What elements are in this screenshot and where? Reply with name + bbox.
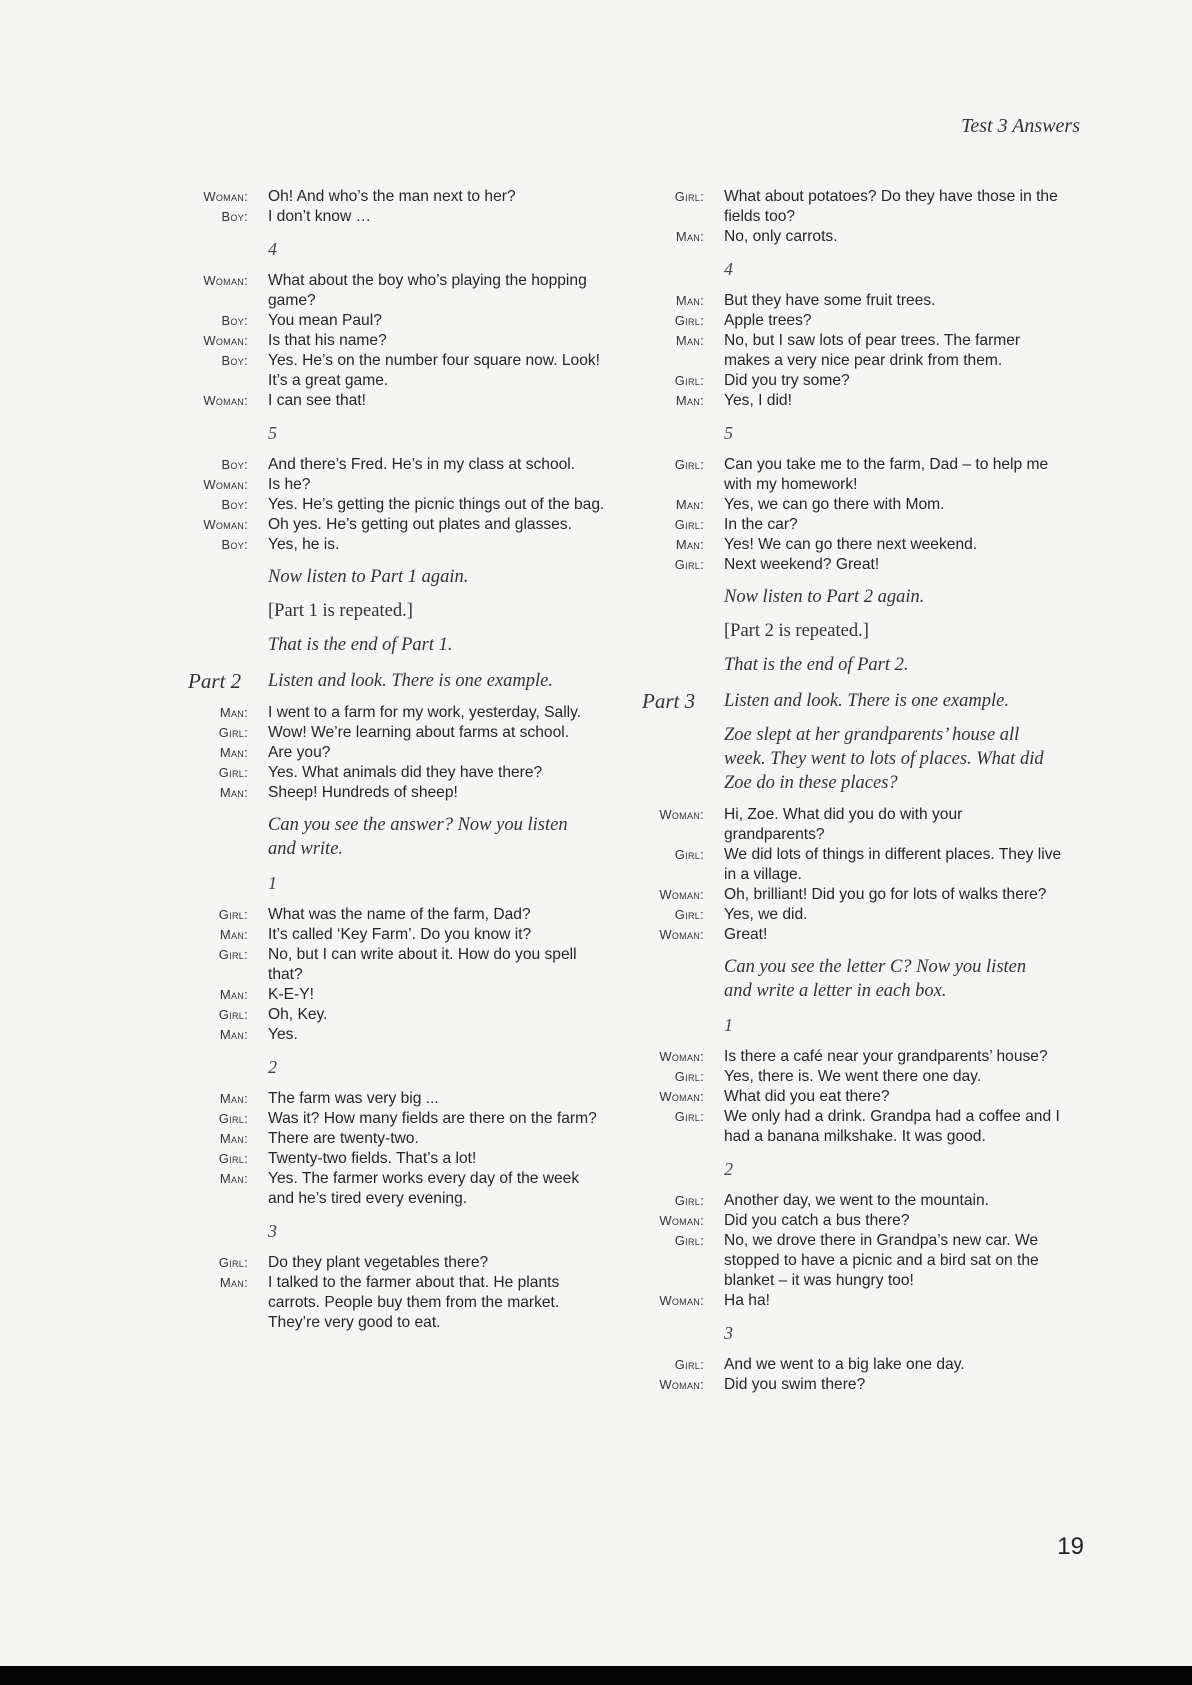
dialogue-text: Can you take me to the farm, Dad – to help me with my homework! xyxy=(724,456,1049,493)
dialogue-turn xyxy=(644,311,1074,331)
speaker-label: Man: xyxy=(675,497,704,512)
dialogue-turn xyxy=(644,1291,1074,1311)
speaker-label: Boy: xyxy=(221,497,248,512)
speaker-label: Woman: xyxy=(659,1049,704,1064)
speaker-label: Woman: xyxy=(203,273,248,288)
instruction-text: That is the end of Part 1. xyxy=(268,635,453,655)
dialogue-turn xyxy=(644,1355,1074,1375)
dialogue-text: Did you catch a bus there? xyxy=(724,1212,910,1229)
dialogue-text: Great! xyxy=(724,926,768,943)
dialogue-text: And we went to a big lake one day. xyxy=(724,1356,965,1373)
speaker-label: Girl: xyxy=(674,517,704,532)
question-number: 4 xyxy=(268,239,277,259)
dialogue-turn xyxy=(188,1025,618,1045)
question-number: 1 xyxy=(268,873,277,893)
speaker-label: Man: xyxy=(219,745,248,760)
dialogue-text: Yes, he is. xyxy=(268,536,340,553)
dialogue-turn xyxy=(188,945,618,985)
dialogue-text: Is there a café near your grandparents’ house? xyxy=(724,1048,1048,1065)
dialogue-turn xyxy=(188,1169,618,1209)
dialogue-turn xyxy=(188,985,618,1005)
dialogue-turn xyxy=(188,1149,618,1169)
question-number: 2 xyxy=(724,1159,733,1179)
dialogue-text: But they have some fruit trees. xyxy=(724,292,936,309)
speaker-label: Boy: xyxy=(221,457,248,472)
left-column xyxy=(188,187,618,1333)
dialogue-turn xyxy=(188,1273,618,1333)
part-label: Part 3 xyxy=(642,689,696,713)
speaker-label: Woman: xyxy=(203,189,248,204)
dialogue-turn xyxy=(644,455,1074,495)
dialogue-turn xyxy=(644,885,1074,905)
speaker-label: Man: xyxy=(675,293,704,308)
dialogue-text: I talked to the farmer about that. He plants carrots. People buy them from the market. They’re very good to eat. xyxy=(268,1274,560,1331)
speaker-label: Woman: xyxy=(203,333,248,348)
speaker-label: Girl: xyxy=(674,557,704,572)
dialogue-text: Are you? xyxy=(268,744,331,761)
speaker-label: Man: xyxy=(219,1171,248,1186)
dialogue-turn xyxy=(188,1089,618,1109)
speaker-label: Boy: xyxy=(221,313,248,328)
dialogue-turn xyxy=(188,271,618,311)
right-column xyxy=(644,187,1074,1395)
dialogue-text: Another day, we went to the mountain. xyxy=(724,1192,989,1209)
dialogue-text: What did you eat there? xyxy=(724,1088,890,1105)
dialogue-text: Yes. What animals did they have there? xyxy=(268,764,543,781)
speaker-label: Girl: xyxy=(674,457,704,472)
speaker-label: Man: xyxy=(675,229,704,244)
dialogue-turn xyxy=(644,925,1074,945)
page-number: 19 xyxy=(1057,1533,1084,1560)
dialogue-turn xyxy=(188,515,618,535)
dialogue-text: I don’t know … xyxy=(268,208,372,225)
speaker-label: Girl: xyxy=(218,725,248,740)
dialogue-text: Apple trees? xyxy=(724,312,812,329)
dialogue-text: In the car? xyxy=(724,516,798,533)
dialogue-turn xyxy=(188,723,618,743)
dialogue-text: No, we drove there in Grandpa’s new car. We stopped to have a picnic and a bird sat on the blanket – it was hungry too! xyxy=(724,1232,1039,1289)
dialogue-turn xyxy=(188,1109,618,1129)
dialogue-turn xyxy=(644,227,1074,247)
dialogue-turn xyxy=(644,391,1074,411)
speaker-label: Girl: xyxy=(674,189,704,204)
dialogue-turn xyxy=(644,495,1074,515)
speaker-label: Woman: xyxy=(659,927,704,942)
instruction-text: Now listen to Part 2 again. xyxy=(724,587,925,607)
dialogue-turn xyxy=(188,743,618,763)
speaker-label: Girl: xyxy=(674,1069,704,1084)
part-instruction: Listen and look. There is one example. xyxy=(268,671,553,691)
speaker-label: Girl: xyxy=(218,1111,248,1126)
dialogue-text: Twenty-two fields. That’s a lot! xyxy=(268,1150,477,1167)
speaker-label: Girl: xyxy=(674,1233,704,1248)
dialogue-text: Yes. xyxy=(268,1026,298,1043)
running-head: Test 3 Answers xyxy=(961,115,1080,137)
speaker-label: Girl: xyxy=(674,847,704,862)
dialogue-turn xyxy=(644,371,1074,391)
dialogue-turn xyxy=(644,555,1074,575)
dialogue-text: No, but I can write about it. How do you spell that? xyxy=(268,946,577,983)
dialogue-text: Yes, we can go there with Mom. xyxy=(724,496,945,513)
speaker-label: Man: xyxy=(219,785,248,800)
dialogue-turn xyxy=(644,845,1074,885)
dialogue-text: Wow! We’re learning about farms at school. xyxy=(268,724,570,741)
dialogue-text: Ha ha! xyxy=(724,1292,770,1309)
dialogue-text: We only had a drink. Grandpa had a coffee and I had a banana milkshake. It was good. xyxy=(724,1108,1060,1145)
dialogue-text: You mean Paul? xyxy=(268,312,382,329)
speaker-label: Woman: xyxy=(659,1213,704,1228)
question-number: 5 xyxy=(268,423,277,443)
dialogue-turn xyxy=(188,455,618,475)
dialogue-turn xyxy=(644,187,1074,227)
speaker-label: Girl: xyxy=(218,1255,248,1270)
speaker-label: Woman: xyxy=(203,517,248,532)
dialogue-turn xyxy=(644,515,1074,535)
speaker-label: Man: xyxy=(219,1275,248,1290)
dialogue-text: Do they plant vegetables there? xyxy=(268,1254,489,1271)
speaker-label: Man: xyxy=(219,1091,248,1106)
dialogue-text: No, but I saw lots of pear trees. The farmer makes a very nice pear drink from them. xyxy=(724,332,1021,369)
dialogue-turn xyxy=(644,805,1074,845)
dialogue-text: Sheep! Hundreds of sheep! xyxy=(268,784,458,801)
speaker-label: Man: xyxy=(675,333,704,348)
dialogue-text: K-E-Y! xyxy=(268,986,314,1003)
dialogue-turn xyxy=(644,1231,1074,1291)
dialogue-turn xyxy=(644,1375,1074,1395)
dialogue-turn xyxy=(644,1047,1074,1067)
speaker-label: Girl: xyxy=(674,1109,704,1124)
question-number: 2 xyxy=(268,1057,277,1077)
dialogue-turn xyxy=(188,391,618,411)
dialogue-turn xyxy=(644,1211,1074,1231)
instruction-text: Zoe slept at her grandparents’ house all week. They went to lots of places. What did Zoe do in these places? xyxy=(724,725,1044,793)
dialogue-turn xyxy=(644,331,1074,371)
speaker-label: Woman: xyxy=(659,887,704,902)
dialogue-turn xyxy=(644,291,1074,311)
speaker-label: Girl: xyxy=(674,907,704,922)
dialogue-turn xyxy=(188,495,618,515)
dialogue-text: Oh! And who’s the man next to her? xyxy=(268,188,516,205)
dialogue-turn xyxy=(188,1253,618,1273)
dialogue-text: No, only carrots. xyxy=(724,228,838,245)
speaker-label: Man: xyxy=(219,1131,248,1146)
question-number: 4 xyxy=(724,259,733,279)
dialogue-turn xyxy=(188,187,618,207)
dialogue-turn xyxy=(188,1005,618,1025)
speaker-label: Boy: xyxy=(221,353,248,368)
question-number: 3 xyxy=(724,1323,733,1343)
dialogue-turn xyxy=(188,703,618,723)
speaker-label: Girl: xyxy=(674,1193,704,1208)
question-number: 1 xyxy=(724,1015,733,1035)
speaker-label: Girl: xyxy=(218,1151,248,1166)
dialogue-text: Yes, there is. We went there one day. xyxy=(724,1068,982,1085)
dialogue-text: What about potatoes? Do they have those in the fields too? xyxy=(724,188,1058,225)
dialogue-turn xyxy=(188,351,618,391)
dialogue-turn xyxy=(644,1067,1074,1087)
dialogue-turn xyxy=(644,905,1074,925)
dialogue-turn xyxy=(188,207,618,227)
dialogue-text: Was it? How many fields are there on the farm? xyxy=(268,1110,597,1127)
dialogue-text: Yes. He’s getting the picnic things out of the bag. xyxy=(268,496,605,513)
dialogue-turn xyxy=(188,331,618,351)
dialogue-turn xyxy=(644,1107,1074,1147)
dialogue-text: What was the name of the farm, Dad? xyxy=(268,906,531,923)
speaker-label: Girl: xyxy=(218,907,248,922)
part-instruction: Listen and look. There is one example. xyxy=(724,691,1009,711)
instruction-text: Can you see the answer? Now you listen and write. xyxy=(268,815,568,859)
speaker-label: Woman: xyxy=(659,807,704,822)
bottom-edge-bar xyxy=(0,1666,1192,1685)
dialogue-turn xyxy=(188,763,618,783)
dialogue-text: It’s called ‘Key Farm’. Do you know it? xyxy=(268,926,532,943)
speaker-label: Woman: xyxy=(659,1377,704,1392)
dialogue-text: The farm was very big ... xyxy=(268,1090,439,1107)
dialogue-text: What about the boy who’s playing the hopping game? xyxy=(268,272,587,309)
speaker-label: Girl: xyxy=(218,1007,248,1022)
bracket-note: [Part 1 is repeated.] xyxy=(268,601,413,621)
speaker-label: Girl: xyxy=(218,947,248,962)
speaker-label: Man: xyxy=(219,927,248,942)
speaker-label: Girl: xyxy=(218,765,248,780)
speaker-label: Man: xyxy=(219,987,248,1002)
bracket-note: [Part 2 is repeated.] xyxy=(724,621,869,641)
speaker-label: Man: xyxy=(219,705,248,720)
part-heading xyxy=(188,669,618,693)
dialogue-text: Yes! We can go there next weekend. xyxy=(724,536,978,553)
dialogue-text: Oh, brilliant! Did you go for lots of walks there? xyxy=(724,886,1047,903)
dialogue-turn xyxy=(188,783,618,803)
speaker-label: Man: xyxy=(675,393,704,408)
dialogue-turn xyxy=(644,1191,1074,1211)
dialogue-text: Did you swim there? xyxy=(724,1376,866,1393)
part-heading xyxy=(644,689,1074,713)
speaker-label: Man: xyxy=(219,1027,248,1042)
speaker-label: Man: xyxy=(675,537,704,552)
dialogue-text: There are twenty-two. xyxy=(268,1130,419,1147)
dialogue-turn xyxy=(188,905,618,925)
dialogue-text: Is that his name? xyxy=(268,332,387,349)
speaker-label: Woman: xyxy=(659,1089,704,1104)
dialogue-turn xyxy=(644,1087,1074,1107)
dialogue-text: Next weekend? Great! xyxy=(724,556,880,573)
dialogue-turn xyxy=(188,535,618,555)
speaker-label: Woman: xyxy=(659,1293,704,1308)
speaker-label: Boy: xyxy=(221,209,248,224)
dialogue-turn xyxy=(644,535,1074,555)
speaker-label: Girl: xyxy=(674,313,704,328)
dialogue-text: I went to a farm for my work, yesterday, Sally. xyxy=(268,704,582,721)
dialogue-turn xyxy=(188,1129,618,1149)
dialogue-text: Yes, I did! xyxy=(724,392,792,409)
dialogue-text: And there’s Fred. He’s in my class at school. xyxy=(268,456,576,473)
speaker-label: Boy: xyxy=(221,537,248,552)
dialogue-text: Oh, Key. xyxy=(268,1006,328,1023)
dialogue-text: We did lots of things in different places. They live in a village. xyxy=(724,846,1062,883)
instruction-text: That is the end of Part 2. xyxy=(724,655,909,675)
dialogue-turn xyxy=(188,925,618,945)
instruction-text: Now listen to Part 1 again. xyxy=(268,567,469,587)
speaker-label: Girl: xyxy=(674,1357,704,1372)
dialogue-text: Hi, Zoe. What did you do with your grandparents? xyxy=(724,806,963,843)
dialogue-text: Did you try some? xyxy=(724,372,850,389)
speaker-label: Woman: xyxy=(203,477,248,492)
dialogue-text: Is he? xyxy=(268,476,311,493)
speaker-label: Girl: xyxy=(674,373,704,388)
question-number: 5 xyxy=(724,423,733,443)
part-label: Part 2 xyxy=(188,669,242,693)
dialogue-turn xyxy=(188,311,618,331)
instruction-text: Can you see the letter C? Now you listen and write a letter in each box. xyxy=(724,957,1027,1001)
question-number: 3 xyxy=(268,1221,277,1241)
dialogue-text: Yes, we did. xyxy=(724,906,808,923)
dialogue-turn xyxy=(188,475,618,495)
dialogue-text: Yes. He’s on the number four square now. Look! It’s a great game. xyxy=(268,352,601,389)
dialogue-text: Yes. The farmer works every day of the week and he’s tired every evening. xyxy=(268,1170,580,1207)
speaker-label: Woman: xyxy=(203,393,248,408)
dialogue-text: Oh yes. He’s getting out plates and glasses. xyxy=(268,516,572,533)
dialogue-text: I can see that! xyxy=(268,392,366,409)
